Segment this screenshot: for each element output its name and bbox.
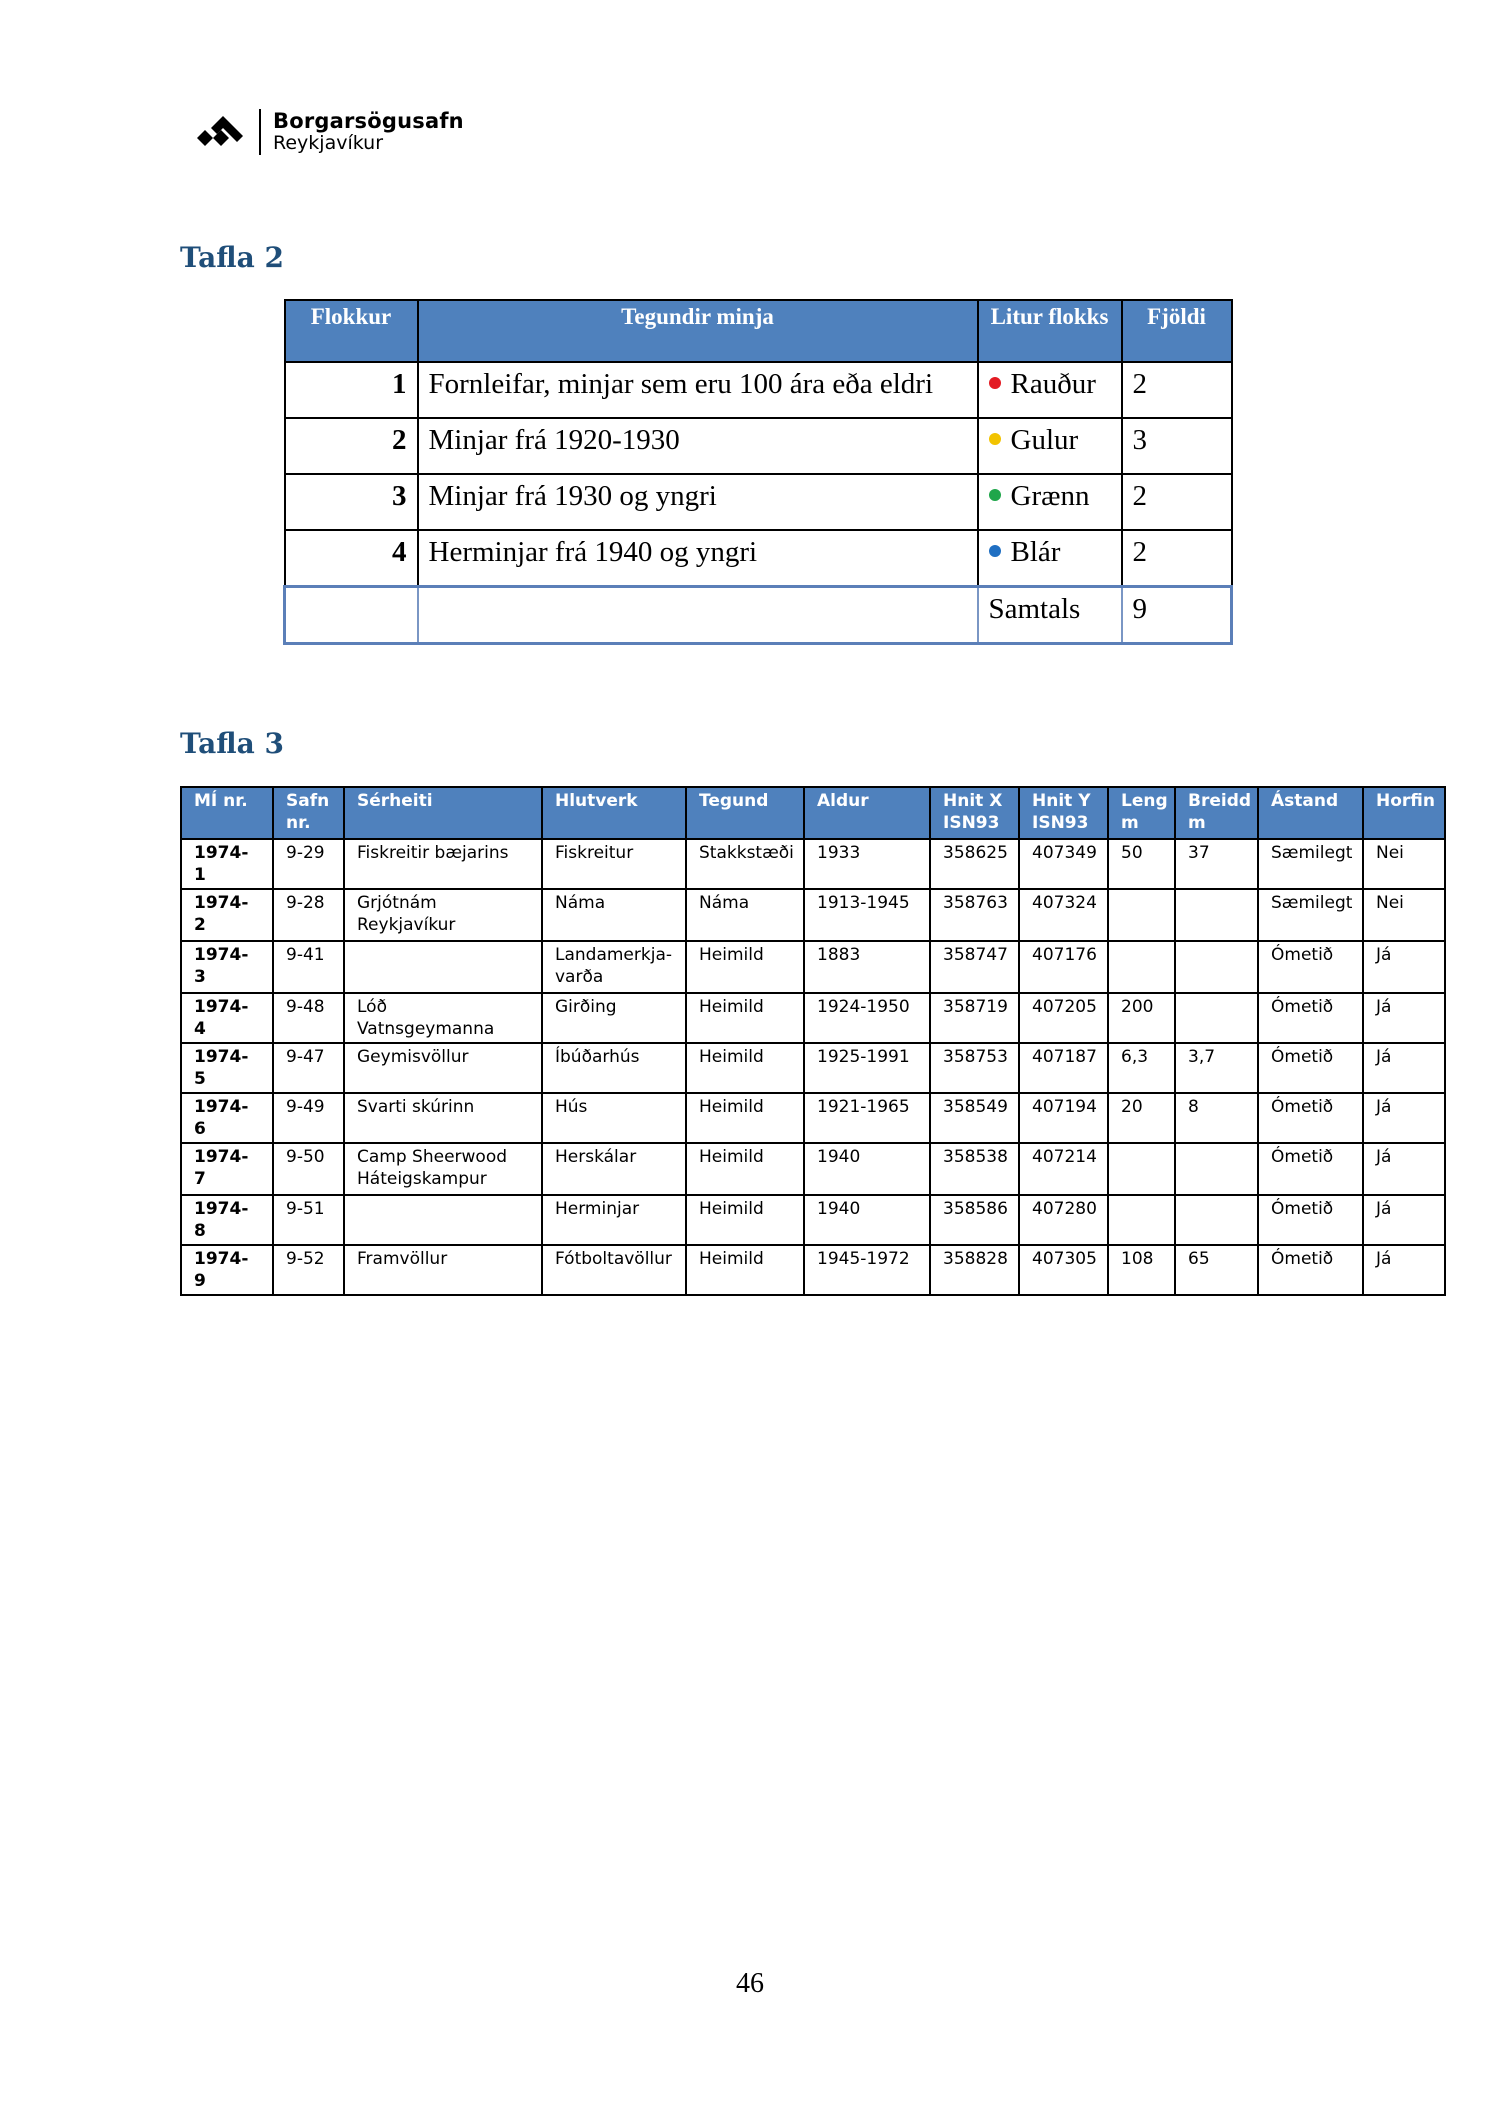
logo: [193, 104, 464, 160]
table3-cell: Lóð Vatnsgeymanna: [344, 993, 542, 1043]
table3-cell: 37: [1175, 839, 1258, 889]
table3-cell: [1175, 1143, 1258, 1195]
table2-cell-fjoldi: 2: [1122, 530, 1232, 587]
table3-cell: Geymisvöllur: [344, 1043, 542, 1093]
table3-header-cell: Sérheiti: [344, 787, 542, 839]
table3-cell: Ómetið: [1258, 941, 1363, 993]
table3-cell: [1175, 889, 1258, 941]
table3-cell: Nei: [1363, 839, 1445, 889]
table2-total-label: Samtals: [978, 587, 1122, 644]
table2-cell-tegund: Minjar frá 1930 og yngri: [418, 474, 978, 530]
table3-cell: 9-48: [273, 993, 344, 1043]
table2-litur-label: Grænn: [1010, 480, 1090, 512]
table3-cell: 9-49: [273, 1093, 344, 1143]
table2-cell-tegund: Minjar frá 1920-1930: [418, 418, 978, 474]
table2-heading: Tafla 2: [180, 241, 285, 274]
table3-cell: Heimild: [686, 1093, 804, 1143]
table3-cell: Framvöllur: [344, 1245, 542, 1295]
table3-cell: Herskálar: [542, 1143, 686, 1195]
table3-cell-mi-nr: 1974-8: [181, 1195, 273, 1245]
table3-cell: Ómetið: [1258, 993, 1363, 1043]
table3-cell: 200: [1108, 993, 1175, 1043]
table3-header-row: [181, 787, 1445, 839]
table2-litur-label: Gulur: [1010, 424, 1079, 456]
table2-cell-tegund: Fornleifar, minjar sem eru 100 ára eða eldri: [418, 362, 978, 418]
table3-cell: 1883: [804, 941, 930, 993]
table2-cell-litur: [978, 474, 1122, 530]
logo-city: Reykjavíkur: [273, 132, 384, 155]
table3-cell: [1175, 1195, 1258, 1245]
table2-cell-litur: [978, 362, 1122, 418]
table3-cell: [344, 1195, 542, 1245]
table2-header-tegundir: Tegundir minja: [418, 300, 978, 362]
table3-header-cell: Safn nr.: [273, 787, 344, 839]
table3-row: [181, 839, 1445, 889]
table3-cell: Grjótnám Reykjavíkur: [344, 889, 542, 941]
table3-cell: Fótboltavöllur: [542, 1245, 686, 1295]
table2-cell-flokkur: 3: [285, 474, 418, 530]
table2-cell-tegund: Herminjar frá 1940 og yngri: [418, 530, 978, 587]
table3-cell: 407187: [1019, 1043, 1108, 1093]
color-dot-icon: [989, 489, 1001, 501]
table3-cell: 407305: [1019, 1245, 1108, 1295]
table3-cell: Heimild: [686, 941, 804, 993]
table3-cell: Já: [1363, 1093, 1445, 1143]
table3-cell: Ómetið: [1258, 1043, 1363, 1093]
table3-cell: Stakkstæði: [686, 839, 804, 889]
table2-total-row: [285, 587, 1232, 644]
table3-cell: Fiskreitur: [542, 839, 686, 889]
table3-cell: Hús: [542, 1093, 686, 1143]
table3-row: [181, 1093, 1445, 1143]
table3-cell: 9-29: [273, 839, 344, 889]
table3-header-cell: Ástand: [1258, 787, 1363, 839]
table2-cell-flokkur: 1: [285, 362, 418, 418]
table2-row: [285, 530, 1232, 587]
table2-row: [285, 418, 1232, 474]
table3-cell: Já: [1363, 1245, 1445, 1295]
table2-cell-litur: [978, 418, 1122, 474]
table2-litur-label: Rauður: [1010, 368, 1096, 400]
table3-cell: 6,3: [1108, 1043, 1175, 1093]
table3-cell: 1945-1972: [804, 1245, 930, 1295]
table3-cell: 407214: [1019, 1143, 1108, 1195]
table3-row: [181, 1195, 1445, 1245]
table3-cell: Já: [1363, 993, 1445, 1043]
table3-cell: Girðing: [542, 993, 686, 1043]
table3-cell: 407205: [1019, 993, 1108, 1043]
table3-cell: 1925-1991: [804, 1043, 930, 1093]
table3-cell: Landamerkja-varða: [542, 941, 686, 993]
table3-cell: 9-51: [273, 1195, 344, 1245]
table2: [283, 299, 1233, 645]
table3-cell: [1175, 993, 1258, 1043]
color-dot-icon: [989, 433, 1001, 445]
table3-cell: Ómetið: [1258, 1245, 1363, 1295]
table3-cell-mi-nr: 1974-6: [181, 1093, 273, 1143]
color-dot-icon: [989, 377, 1001, 389]
table2-row: [285, 474, 1232, 530]
table3-header-cell: Aldur: [804, 787, 930, 839]
table3-cell: Herminjar: [542, 1195, 686, 1245]
table3-cell: [344, 941, 542, 993]
table3-header-cell: MÍ nr.: [181, 787, 273, 839]
table3-header-cell: Tegund: [686, 787, 804, 839]
table3-cell: [1108, 1143, 1175, 1195]
table3-cell: 358586: [930, 1195, 1019, 1245]
table3-cell: Heimild: [686, 1195, 804, 1245]
table3-row: [181, 889, 1445, 941]
table3-header-cell: Hnit Y ISN93: [1019, 787, 1108, 839]
table3-cell: Ómetið: [1258, 1195, 1363, 1245]
table2-cell-litur: [978, 530, 1122, 587]
table3-cell: 9-41: [273, 941, 344, 993]
table3-cell: Heimild: [686, 993, 804, 1043]
table3-cell: Heimild: [686, 1245, 804, 1295]
table3-cell: 9-52: [273, 1245, 344, 1295]
table2-total-empty: [285, 587, 418, 644]
table3-cell: 9-28: [273, 889, 344, 941]
table3-cell: Fiskreitir bæjarins: [344, 839, 542, 889]
table3-cell: 1924-1950: [804, 993, 930, 1043]
table3-cell-mi-nr: 1974-2: [181, 889, 273, 941]
table3-cell: 108: [1108, 1245, 1175, 1295]
table3-cell: [1108, 1195, 1175, 1245]
table3-cell: 1921-1965: [804, 1093, 930, 1143]
table3-cell-mi-nr: 1974-7: [181, 1143, 273, 1195]
borgarsogusafn-logo-icon: [193, 108, 249, 156]
table3-cell: [1108, 941, 1175, 993]
table3-cell: Ómetið: [1258, 1143, 1363, 1195]
table3-row: [181, 1043, 1445, 1093]
table3-cell: 358753: [930, 1043, 1019, 1093]
table3-row: [181, 941, 1445, 993]
table3-cell: Já: [1363, 1043, 1445, 1093]
table3-cell: Íbúðarhús: [542, 1043, 686, 1093]
table3-cell: 3,7: [1175, 1043, 1258, 1093]
table2-total-empty: [418, 587, 978, 644]
table3-cell: 1933: [804, 839, 930, 889]
table3-cell-mi-nr: 1974-5: [181, 1043, 273, 1093]
table3-heading: Tafla 3: [180, 727, 285, 760]
table3-cell: 1940: [804, 1195, 930, 1245]
table3-cell: Já: [1363, 1143, 1445, 1195]
table3-header-cell: Hlutverk: [542, 787, 686, 839]
color-dot-icon: [989, 545, 1001, 557]
table3-cell: 407324: [1019, 889, 1108, 941]
table3-cell: 20: [1108, 1093, 1175, 1143]
table2-header-flokkur: Flokkur: [285, 300, 418, 362]
table3-cell: Já: [1363, 941, 1445, 993]
table2-header-fjoldi: Fjöldi: [1122, 300, 1232, 362]
logo-name: Borgarsögusafn: [273, 109, 464, 133]
table3-header-cell: Breidd m: [1175, 787, 1258, 839]
table3-cell: 1940: [804, 1143, 930, 1195]
table3-cell-mi-nr: 1974-1: [181, 839, 273, 889]
table3-cell: 358625: [930, 839, 1019, 889]
table3-cell: Nei: [1363, 889, 1445, 941]
table3-cell: 358549: [930, 1093, 1019, 1143]
table3-cell: Sæmilegt: [1258, 839, 1363, 889]
table3-cell-mi-nr: 1974-9: [181, 1245, 273, 1295]
page-number: 46: [736, 1968, 764, 1999]
table3-cell: 9-47: [273, 1043, 344, 1093]
table3: [180, 786, 1446, 1296]
table3-cell: Sæmilegt: [1258, 889, 1363, 941]
table3-cell-mi-nr: 1974-3: [181, 941, 273, 993]
table3-cell: [1175, 941, 1258, 993]
table3-cell: Heimild: [686, 1043, 804, 1093]
table3-cell: Náma: [542, 889, 686, 941]
table3-row: [181, 1245, 1445, 1295]
table2-cell-flokkur: 2: [285, 418, 418, 474]
table3-cell: 1913-1945: [804, 889, 930, 941]
table2-total-value: 9: [1122, 587, 1232, 644]
table3-cell: 407194: [1019, 1093, 1108, 1143]
table3-cell: 358763: [930, 889, 1019, 941]
table2-cell-fjoldi: 3: [1122, 418, 1232, 474]
table2-cell-fjoldi: 2: [1122, 474, 1232, 530]
table3-cell: 358828: [930, 1245, 1019, 1295]
table3-cell: Camp Sheerwood Háteigskampur: [344, 1143, 542, 1195]
table3-cell: Heimild: [686, 1143, 804, 1195]
table3-cell: Svarti skúrinn: [344, 1093, 542, 1143]
table2-cell-flokkur: 4: [285, 530, 418, 587]
table2-litur-label: Blár: [1010, 536, 1061, 568]
table3-cell: 407280: [1019, 1195, 1108, 1245]
table3-cell: 358747: [930, 941, 1019, 993]
table3-cell: 407349: [1019, 839, 1108, 889]
table3-row: [181, 1143, 1445, 1195]
table3-cell: 9-50: [273, 1143, 344, 1195]
table3-cell: Já: [1363, 1195, 1445, 1245]
table3-header-cell: Hnit X ISN93: [930, 787, 1019, 839]
table2-header-litur: Litur flokks: [978, 300, 1122, 362]
table3-cell: 358719: [930, 993, 1019, 1043]
table3-cell: [1108, 889, 1175, 941]
table3-cell: Ómetið: [1258, 1093, 1363, 1143]
table3-header-cell: Horfin: [1363, 787, 1445, 839]
table3-header-cell: Leng m: [1108, 787, 1175, 839]
table3-cell: 8: [1175, 1093, 1258, 1143]
table3-cell: 50: [1108, 839, 1175, 889]
table3-cell-mi-nr: 1974-4: [181, 993, 273, 1043]
table2-cell-fjoldi: 2: [1122, 362, 1232, 418]
logo-divider: [259, 109, 261, 155]
table3-cell: 65: [1175, 1245, 1258, 1295]
table3-cell: 407176: [1019, 941, 1108, 993]
table3-row: [181, 993, 1445, 1043]
table3-cell: 358538: [930, 1143, 1019, 1195]
table2-row: [285, 362, 1232, 418]
table3-cell: Náma: [686, 889, 804, 941]
table2-header-row: [285, 300, 1232, 362]
